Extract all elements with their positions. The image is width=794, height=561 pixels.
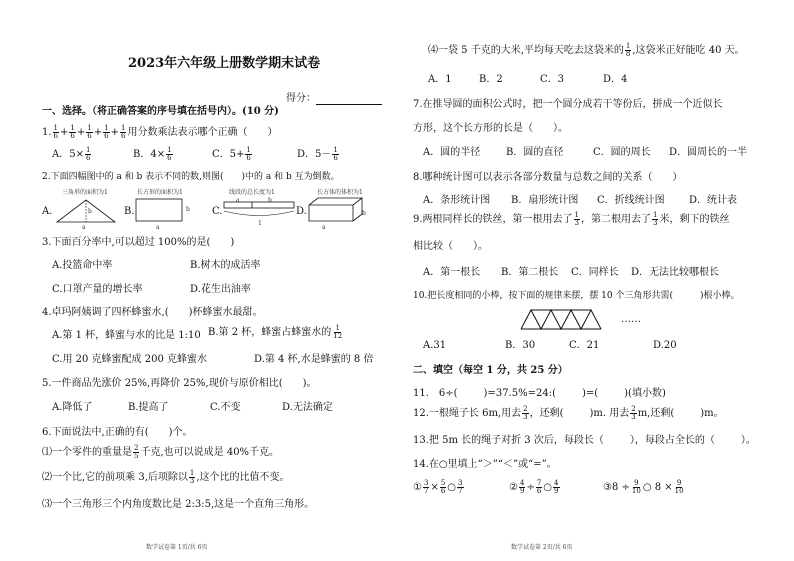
footer-left: 数学试卷第 1页/共 6页 xyxy=(146,544,208,551)
q10-option-c[interactable]: C．21 xyxy=(569,340,600,351)
question-4: 4.卓玛阿姨调了四杯蜂蜜水,( )杯蜂蜜水最甜。 xyxy=(42,307,263,318)
score-field: 得分： xyxy=(286,92,382,105)
q3-option-b[interactable]: B.树木的成活率 xyxy=(190,260,261,271)
q8-option-c[interactable]: C．折线统计图 xyxy=(597,195,665,206)
q6-statement-2: ⑵一个比,它的前项乘 3,后项除以 $\frac{1}{3}$ ,这个比的比值不变。 xyxy=(42,469,290,485)
fig-c-label: 线段的总长度为1 xyxy=(229,189,275,196)
q7-option-c[interactable]: C．圆的周长 xyxy=(593,147,651,158)
question-8: 8.哪种统计图可以表示各部分数量与总数之间的关系（ ） xyxy=(413,172,683,183)
q7-option-d[interactable]: D．圆周长的一半 xyxy=(669,147,748,158)
q6-option-d[interactable]: D．4 xyxy=(603,74,628,85)
q6-option-c[interactable]: C．3 xyxy=(540,74,565,85)
question-9-cont: 相比较（ ）。 xyxy=(413,241,488,252)
fig-a-label: 三角形的面积为1 xyxy=(62,189,108,196)
q9-option-a[interactable]: A．第一根长 xyxy=(423,267,481,278)
triangle-figure xyxy=(55,196,117,226)
q10-option-a[interactable]: A.31 xyxy=(423,340,447,351)
footer-right: 数学试卷第 2页/共 6页 xyxy=(511,544,573,551)
q1-option-c[interactable]: C．5+ $\frac{1}{6}$ xyxy=(212,146,251,162)
q8-option-a[interactable]: A．条形统计图 xyxy=(423,195,491,206)
q7-option-a[interactable]: A．圆的半径 xyxy=(423,147,481,158)
fig-d-var-a: a xyxy=(322,224,326,231)
q9-option-c[interactable]: C．同样长 xyxy=(571,267,619,278)
fig-b-var-a: a xyxy=(156,224,160,231)
fig-c-var-a: a xyxy=(236,197,240,204)
sticks-ellipsis: …… xyxy=(621,314,641,325)
q5-option-a[interactable]: A.降低了 xyxy=(52,402,93,413)
question-6: 6.下面说法中,正确的有( )个。 xyxy=(42,427,193,438)
q5-option-b[interactable]: B.提高了 xyxy=(128,402,169,413)
fig-b-label: 长方形的面积为1 xyxy=(137,189,183,196)
fig-c-letter[interactable]: C. xyxy=(212,206,223,217)
question-13: 13.把 5m 长的绳子对折 3 次后，每段长（ ），每段占全长的（ ）。 xyxy=(413,435,756,446)
question-2: 2.下面四幅图中的 a 和 b 表示不同的数,则图( )中的 a 和 b 互为倒数。 xyxy=(42,172,340,182)
rectangle-figure xyxy=(134,196,186,226)
question-5: 5.一件商品先涨价 25%,再降价 25%,现价与原价相比( )。 xyxy=(42,378,317,389)
q5-option-c[interactable]: C.不变 xyxy=(210,402,241,413)
fig-a-var-a: a xyxy=(82,224,86,231)
fig-d-letter[interactable]: D. xyxy=(296,206,307,217)
score-blank[interactable] xyxy=(316,95,382,105)
q4-option-d[interactable]: D.第 4 杯,水是蜂蜜的 8 倍 xyxy=(254,354,374,365)
q10-option-d[interactable]: D.20 xyxy=(653,340,677,351)
q7-option-b[interactable]: B．圆的直径 xyxy=(506,147,564,158)
fig-d-var-b: b xyxy=(362,210,366,217)
q9-option-d[interactable]: D．无法比较哪根长 xyxy=(631,267,720,278)
question-7: 7.在推导圆的面积公式时，把一个圆分成若干等份后，拼成一个近似长 xyxy=(413,99,723,110)
q1-option-d[interactable]: D．5－ $\frac{1}{6}$ xyxy=(297,146,338,162)
triangle-sticks-figure xyxy=(519,307,613,331)
question-10: 10.把长度相同的小棒，按下面的规律来摆，摆 10 个三角形共需( )根小棒。 xyxy=(413,291,740,301)
question-7-cont: 方形，这个长方形的长是（ ）。 xyxy=(413,123,568,134)
cuboid-figure xyxy=(306,195,366,225)
q1-option-a[interactable]: A．5× $\frac{1}{6}$ xyxy=(52,146,91,162)
fig-c-total: 1 xyxy=(258,220,262,227)
fig-a-var-b: b xyxy=(88,208,92,215)
section-1-heading: 一、选择。（将正确答案的序号填在括号内）。(10 分) xyxy=(42,106,279,117)
q6-statement-4: ⑷一袋 5 千克的大米,平均每天吃去这袋米的 $\frac{1}{8}$ ,这袋米正好能吃 40 天。 xyxy=(428,42,745,58)
q6-option-a[interactable]: A．1 xyxy=(428,74,452,85)
q3-option-d[interactable]: D.花生出油率 xyxy=(190,284,251,295)
q8-option-b[interactable]: B．扇形统计图 xyxy=(511,195,579,206)
fig-a-letter[interactable]: A. xyxy=(42,206,53,217)
question-3: 3.下面百分率中,可以超过 100%的是( ) xyxy=(42,237,235,248)
fig-b-letter[interactable]: B. xyxy=(124,206,135,217)
q6-option-b[interactable]: B．2 xyxy=(479,74,503,85)
q14-expression-2[interactable]: ② $\frac{4}{9}$ ÷ $\frac{7}{6}$ ○ $\frac{4}{9}$ xyxy=(509,479,559,495)
question-11: 11. 6÷( )=37.5%=24:( )=( )(填小数) xyxy=(413,388,666,399)
question-14: 14.在○里填上“＞”“＜”或“=”。 xyxy=(413,459,557,470)
q4-option-b[interactable]: B.第 2 杯，蜂蜜占蜂蜜水的 $\frac{1}{12}$ xyxy=(208,324,343,340)
q8-option-d[interactable]: D．统计表 xyxy=(689,195,738,206)
section-2-heading: 二、填空（每空 1 分，共 25 分） xyxy=(413,365,568,376)
question-12: 12.一根绳子长 6m,用去 $\frac{2}{3}$ ，还剩( )m. 用去 $\frac{2}{3}$ m,还剩( )m。 xyxy=(413,405,724,421)
question-9: 9.两根同样长的铁丝，第一根用去了 $\frac{1}{3}$ ，第二根用去了 $\frac{1}{3}$ 米，剩下的铁丝 xyxy=(413,211,730,227)
question-1: 1. $\frac{1}{6}$ + $\frac{1}{6}$ + $\frac{1}{6}$ + $\frac{1}{6}$ + $\frac{1}{6}$ 用分数乘法表示哪个正确（ ） xyxy=(42,124,278,140)
page-title: 2023年六年级上册数学期末试卷 xyxy=(128,56,321,71)
q3-option-c[interactable]: C.口罩产量的增长率 xyxy=(52,284,143,295)
q6-statement-3: ⑶一个三角形三个内角度数比是 2:3:5,这是一个直角三角形。 xyxy=(42,499,315,510)
q6-statement-1: ⑴一个零件的重量是 $\frac{2}{5}$ 千克,也可以说成是 40%千克。 xyxy=(42,444,280,460)
q4-option-a[interactable]: A.第 1 杯，蜂蜜与水的比是 1:10 xyxy=(52,330,201,341)
right-page xyxy=(397,0,794,561)
q4-option-c[interactable]: C.用 20 克蜂蜜配成 200 克蜂蜜水 xyxy=(52,354,207,365)
q5-option-d[interactable]: D.无法确定 xyxy=(282,402,333,413)
fig-d-label: 长方体的体积为1 xyxy=(317,189,363,196)
q3-option-a[interactable]: A.投篮命中率 xyxy=(52,260,113,271)
q14-expression-1[interactable]: ① $\frac{3}{7}$ × $\frac{5}{6}$ ○ $\frac{3}{7}$ xyxy=(413,479,463,495)
q1-option-b[interactable]: B．4× $\frac{1}{6}$ xyxy=(133,146,172,162)
fig-b-var-b: b xyxy=(186,206,190,213)
q14-expression-3[interactable]: ③8 ÷ $\frac{9}{10}$ ○ 8 × $\frac{9}{10}$ xyxy=(603,479,684,495)
q10-option-b[interactable]: B．30 xyxy=(505,340,536,351)
q9-option-b[interactable]: B．第二根长 xyxy=(501,267,559,278)
fig-c-var-b: b xyxy=(268,197,272,204)
